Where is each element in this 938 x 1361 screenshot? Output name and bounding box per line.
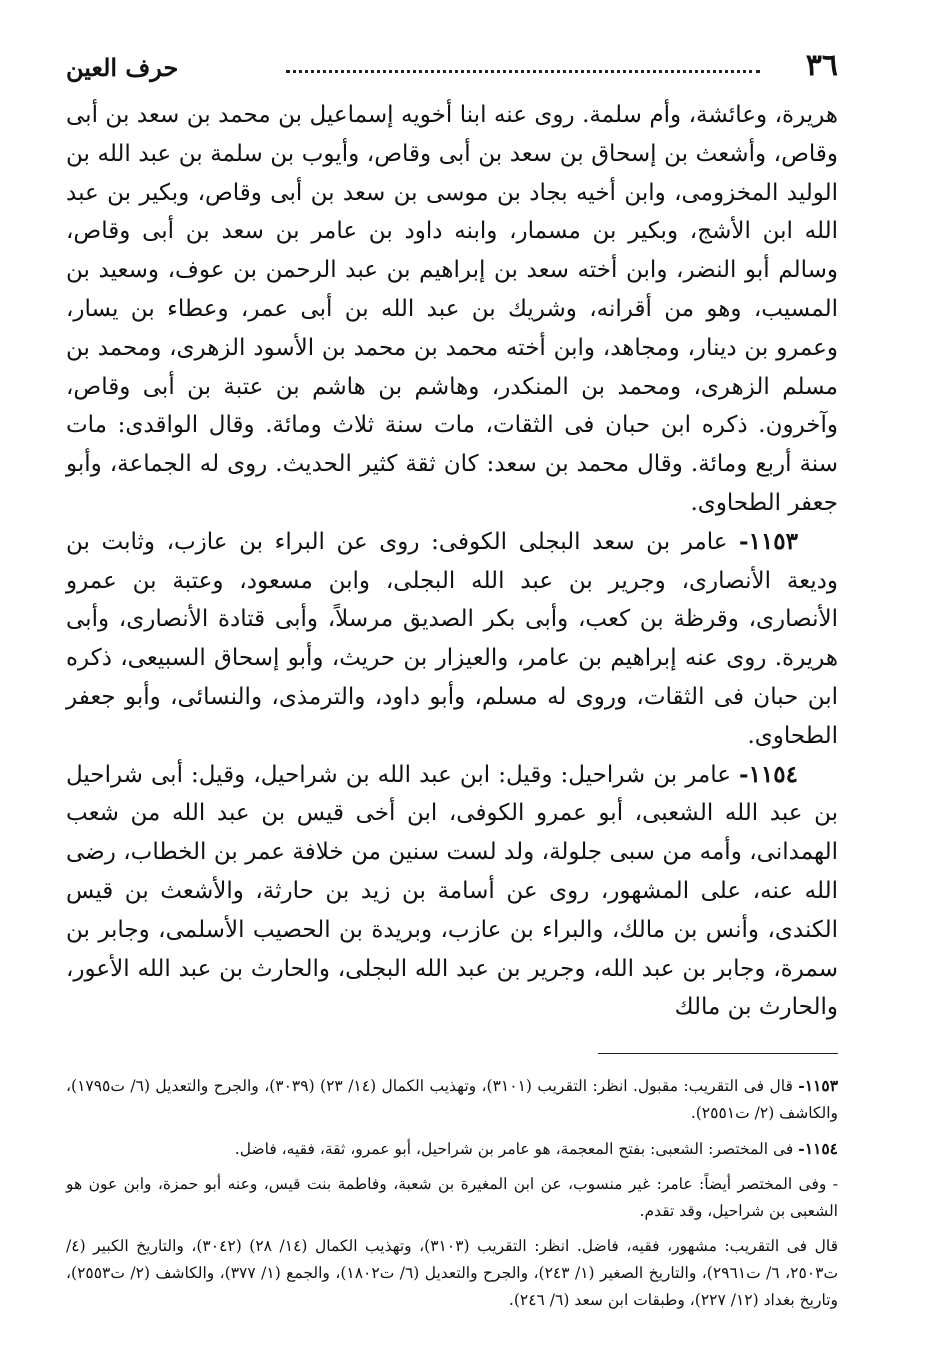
entry-text: عامر بن سعد البجلى الكوفى: روى عن البراء بن عازب، وثابت بن وديعة الأنصارى، وجرير بن عبد الله البجلى، وابن مسعود، وعتبة بن عمرو الأنصارى، وقرظة بن كعب، وأبى بكر الصديق مرسلاً، وأبى قتادة الأنصارى، وأبى هريرة. روى عنه إبراهيم بن عامر، والعيزار بن حريث، وأبو إسحاق السبيعى، ذكره ابن حبان فى الثقات، وروى له مسلم، وأبو داود، والترمذى، والنسائى، وأبو جعفر الطحاوى. — [66, 528, 838, 749]
footnote-1154 — [66, 1135, 838, 1163]
footnote-1154-sources: قال فى التقريب: مشهور، فقيه، فاضل. انظر: التقريب (٣١٠٣)، وتهذيب الكمال (١٤/ ٢٨) (٣٠٤٢)، والتاريخ الكبير (٤/ ت٢٥٠٣، ٦/ ت٢٩٦١)، والتاريخ الصغير (١/ ٢٤٣)، والجرح والتعديل (٦/ ت١٨٠٢)، والجمع (١/ ٣٧٧)، والكاشف (٢/ ت٢٥٥٣)، وتاريخ بغداد (١٢/ ٢٢٧)، وطبقات ابن سعد (٦/ ٢٤٦). — [66, 1237, 839, 1310]
footnote-separator — [598, 1053, 838, 1054]
entry-1153 — [66, 523, 838, 756]
entry-number: ١١٥٤- — [739, 760, 798, 788]
footnotes — [66, 1072, 838, 1314]
footnote-number: ١١٥٤- — [798, 1139, 838, 1159]
main-text — [66, 96, 838, 1027]
footnote-1153 — [66, 1072, 838, 1127]
footnote-text: فى المختصر: الشعبى: بفتح المعجمة، هو عامر بن شراحيل، أبو عمرو، ثقة، فقيه، فاضل. — [234, 1140, 799, 1159]
chapter-title: حرف العين — [66, 53, 179, 82]
footnote-1154-additional: - وفى المختصر أيضاً: عامر: غير منسوب، عن ابن المغيرة بن شعبة، وفاطمة بنت قيس، وعنه أبو حمزة، وابن عون هو الشعبى بن شراحيل، وقد تقدم. — [66, 1175, 838, 1221]
paragraph-continuation: هريرة، وعائشة، وأم سلمة. روى عنه ابنا أخويه إسماعيل بن محمد بن سعد بن أبى وقاص، وأشعث بن إسحاق بن سعد بن أبى وقاص، وأيوب بن سلمة بن عبد الله بن الوليد المخزومى، وابن أخيه بجاد بن موسى بن سعد بن أبى وقاص، وبكير بن عبد الله ابن الأشج، وبكير بن مسمار، وابنه داود بن عامر بن سعد بن أبى وقاص، وسالم أبو النضر، وابن أخته سعد بن إبراهيم بن عبد الرحمن بن عوف، وسعيد بن المسيب، وهو من أقرانه، وشريك بن عبد الله بن أبى عمر، وعطاء بن يسار، وعمرو بن دينار، ومجاهد، وابن أخته محمد بن محمد بن الأسود الزهرى، ومحمد بن مسلم الزهرى، ومحمد بن المنكدر، وهاشم بن هاشم بن عتبة بن أبى وقاص، وآخرون. ذكره ابن حبان فى الثقات، مات سنة ثلاث ومائة. وقال الواقدى: مات سنة أربع ومائة. وقال محمد بن سعد: كان ثقة كثير الحديث. روى له الجماعة، وأبو جعفر الطحاوى. — [66, 102, 838, 516]
header-dotted-leader — [286, 70, 760, 73]
footnote-number: ١١٥٣- — [798, 1076, 839, 1096]
entry-number: ١١٥٣- — [739, 527, 798, 555]
page-header — [66, 40, 838, 90]
entry-1154 — [66, 756, 838, 1028]
book-page — [66, 40, 838, 1340]
footnote-text: قال فى التقريب: مقبول. انظر: التقريب (٣١٠١)، وتهذيب الكمال (١٤/ ٢٣) (٣٠٣٩)، والجرح والتعديل (٦/ ت١٧٩٥)، والكاشف (٢/ ت٢٥٥١). — [66, 1077, 838, 1123]
entry-text: عامر بن شراحيل: وقيل: ابن عبد الله بن شراحيل، وقيل: أبى شراحيل بن عبد الله الشعبى، أبو عمرو الكوفى، ابن أخى قيس بن عبد الله من شعب الهمدانى، وأمه من سبى جلولة، ولد لست سنين من خلافة عمر بن الخطاب، رضى الله عنه، على المشهور، روى عن أسامة بن زيد بن حارثة، والأشعث بن قيس الكندى، وأنس بن مالك، والبراء بن عازب، وبريدة بن الحصيب الأسلمى، وجابر بن سمرة، وجابر بن عبد الله، وجرير بن عبد الله البجلى، والحارث بن عبد الله الأعور، والحارث بن مالك — [66, 761, 838, 1021]
page-number: ٣٦ — [805, 48, 838, 83]
